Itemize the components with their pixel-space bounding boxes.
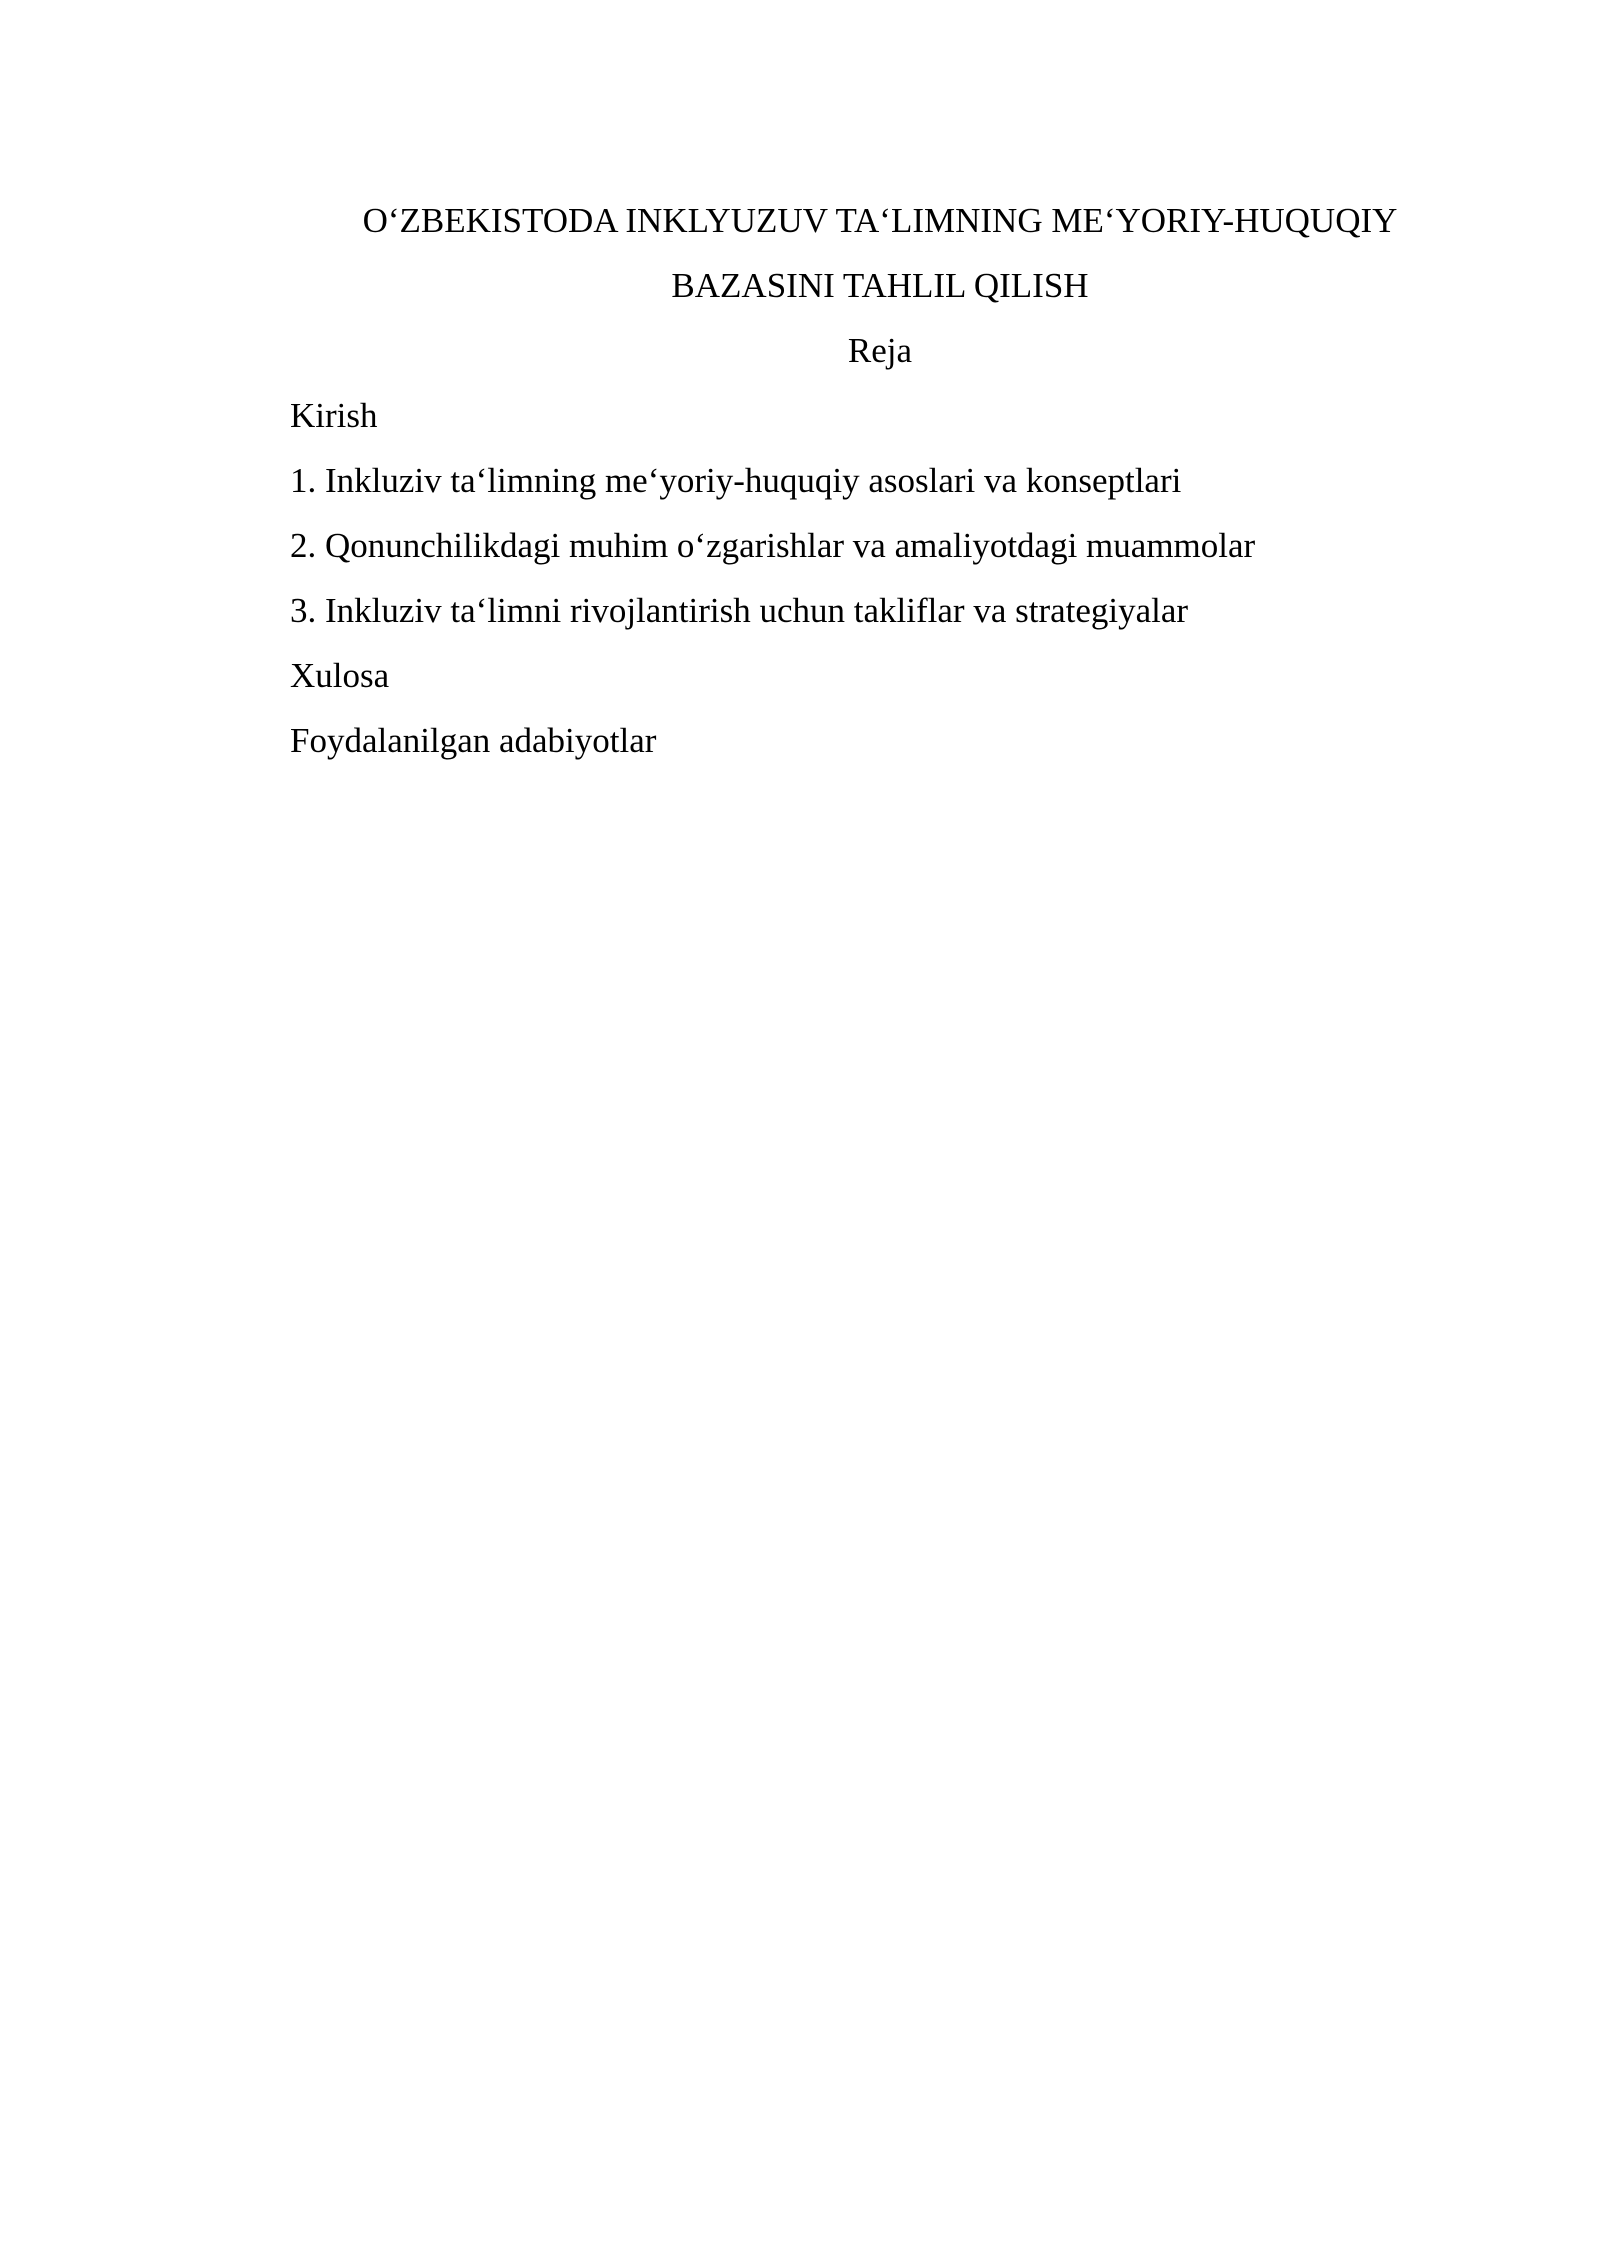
toc-item-conclusion: Xulosa bbox=[290, 656, 390, 695]
table-of-contents bbox=[290, 383, 1470, 773]
plan-heading: Reja bbox=[847, 331, 913, 370]
document-title-line-2: BAZASINI TAHLIL QILISH bbox=[671, 266, 1089, 305]
toc-item-section-1: 1. Inkluziv ta‘limning me‘yoriy-huquqiy asoslari va konseptlari bbox=[290, 461, 1182, 500]
toc-item-references: Foydalanilgan adabiyotlar bbox=[290, 721, 657, 760]
page-content bbox=[290, 188, 1470, 773]
document-title-line-1: O‘ZBEKISTODA INKLYUZUV TA‘LIMNING ME‘YORIY-HUQUQIY bbox=[362, 201, 1398, 240]
toc-item-introduction: Kirish bbox=[290, 396, 378, 435]
toc-item-section-3: 3. Inkluziv ta‘limni rivojlantirish uchun takliflar va strategiyalar bbox=[290, 591, 1189, 630]
toc-item-section-2: 2. Qonunchilikdagi muhim o‘zgarishlar va amaliyotdagi muammolar bbox=[290, 526, 1256, 565]
